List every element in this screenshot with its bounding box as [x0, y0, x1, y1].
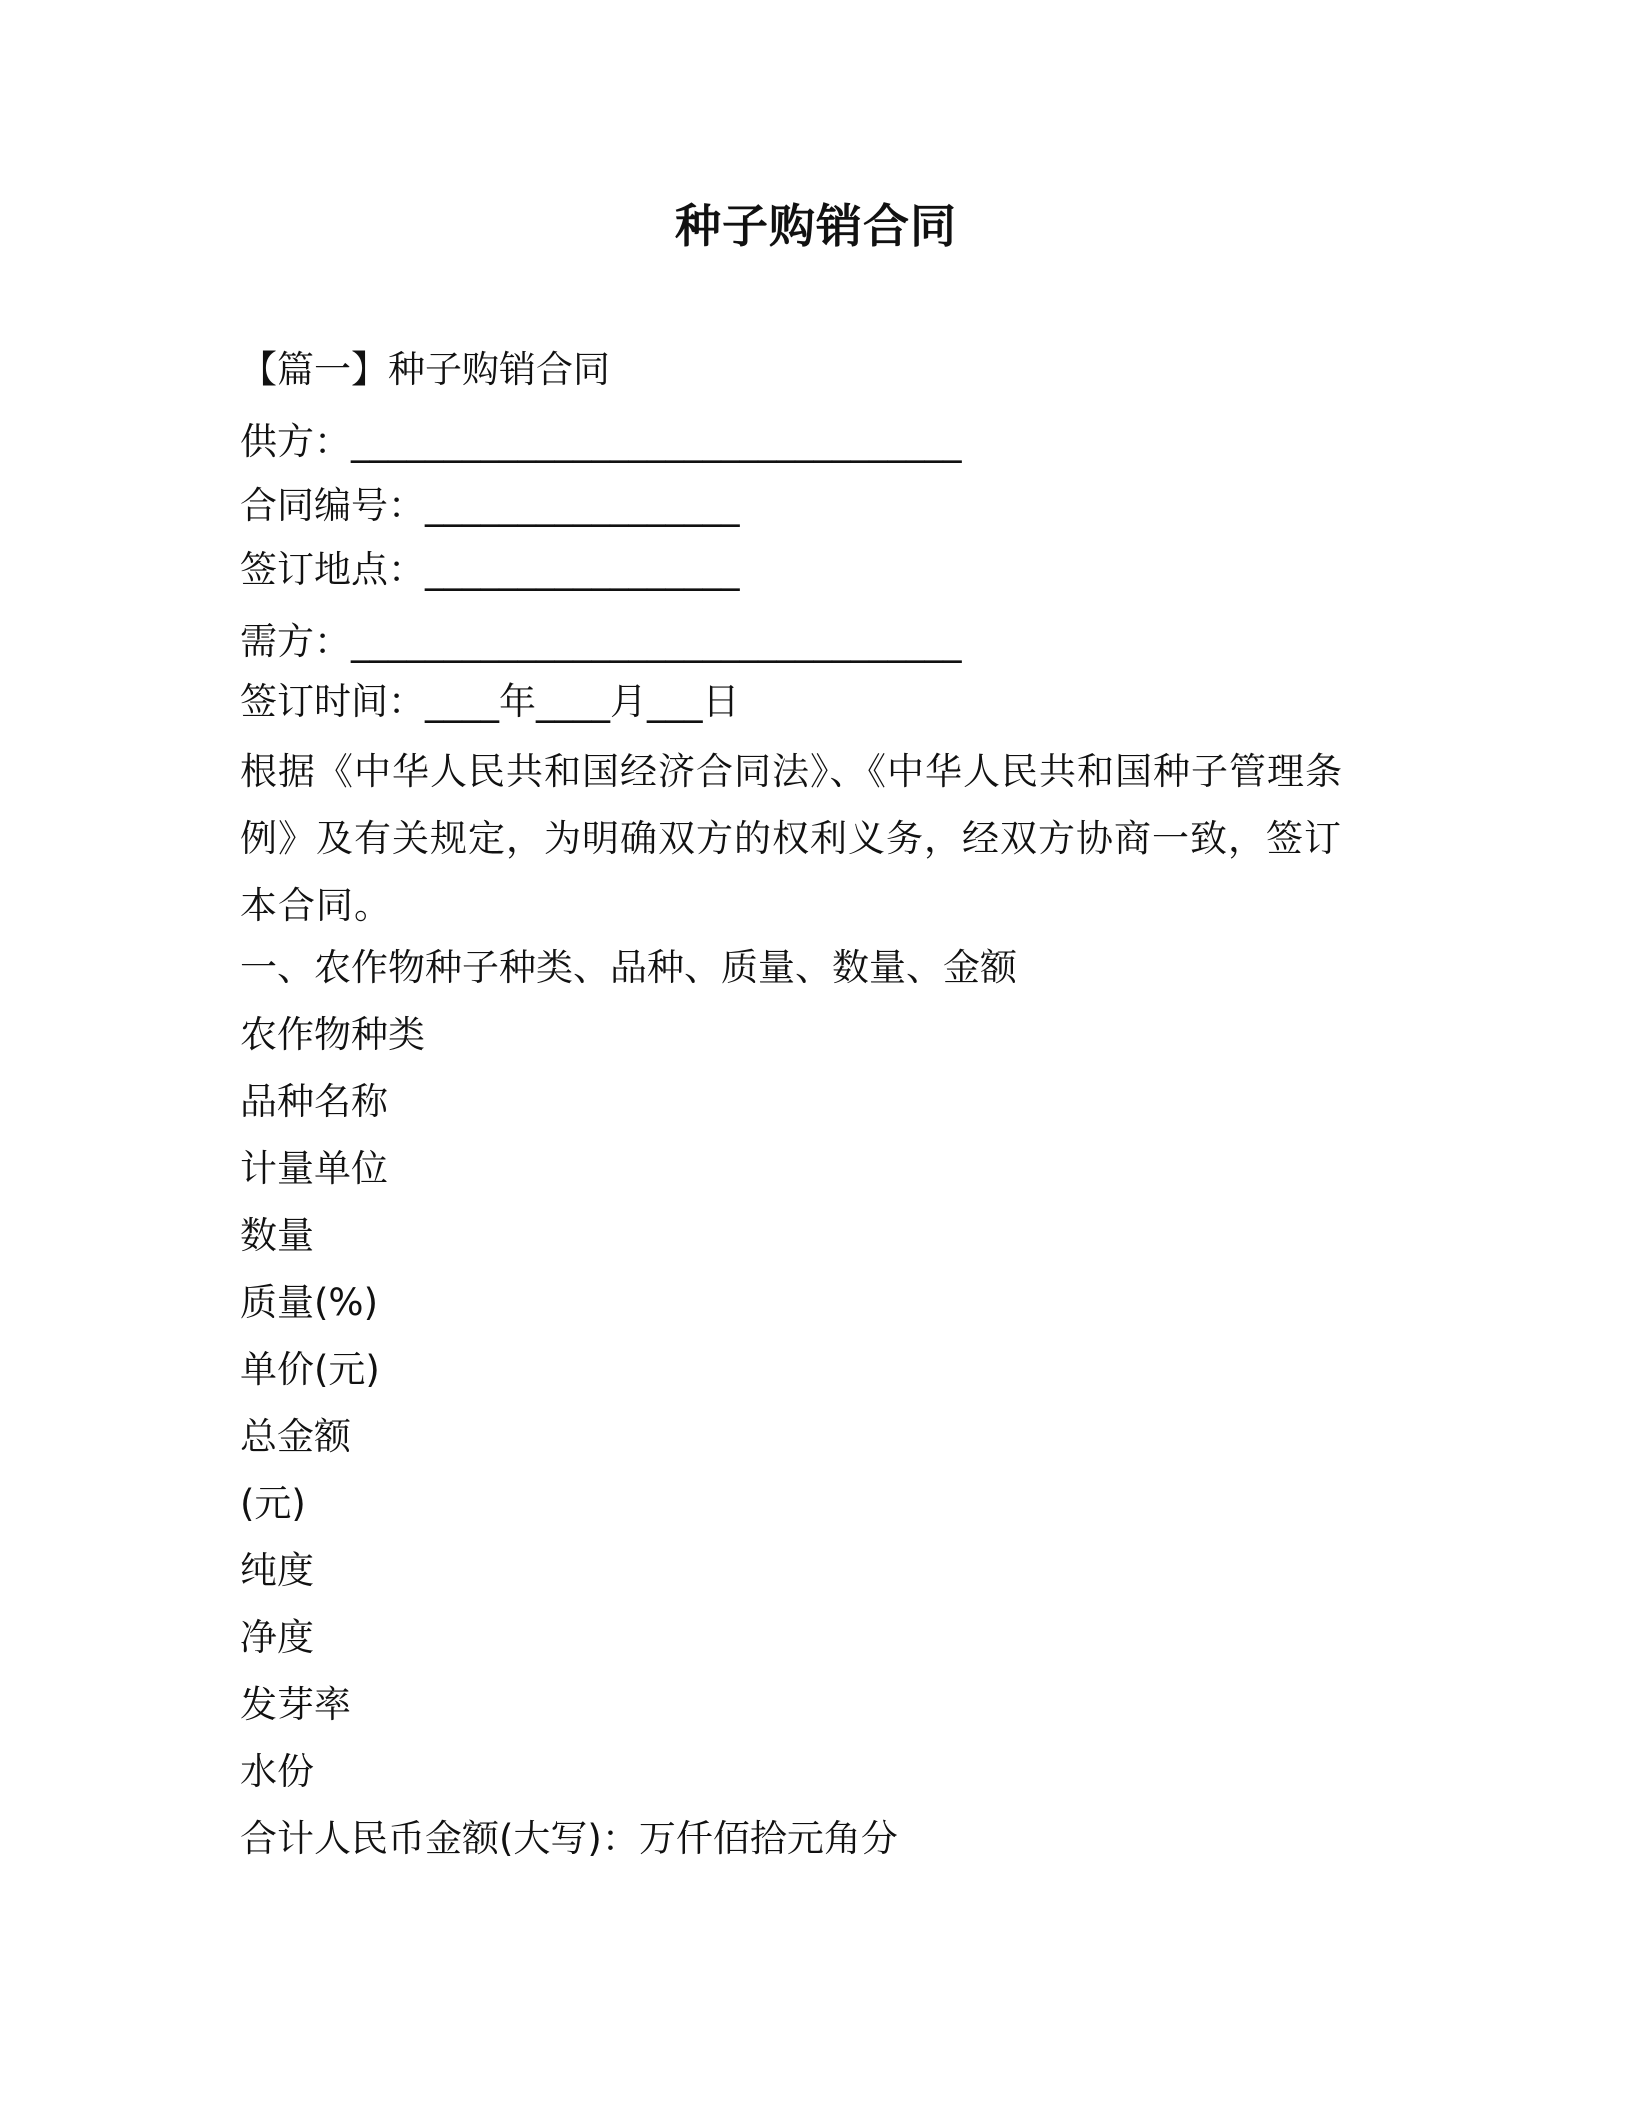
sign-place-field: 签订地点：_________________: [240, 548, 740, 591]
sign-date-field: 签订时间：____年____月___日: [240, 680, 740, 723]
intro-paragraph: 根据《中华人民共和国经济合同法》、《中华人民共和国种子管理条例》及有关规定，为明确双方的权利义务，经双方协商一致，签订本合同。: [240, 750, 1343, 927]
item-quantity: 数量: [240, 1214, 314, 1257]
document-title: 种子购销合同: [675, 199, 957, 253]
item-purity: 纯度: [240, 1549, 314, 1592]
contract-number-field: 合同编号：_________________: [240, 484, 740, 527]
item-variety-name: 品种名称: [240, 1080, 388, 1123]
item-germination-rate: 发芽率: [240, 1683, 351, 1726]
item-unit: 计量单位: [240, 1147, 388, 1190]
item-unit-price: 单价(元): [240, 1348, 380, 1391]
item-cleanliness: 净度: [240, 1616, 314, 1659]
item-crop-type: 农作物种类: [240, 1013, 425, 1056]
item-total-amount: 总金额: [240, 1415, 351, 1458]
supplier-field: 供方：_________________________________: [240, 420, 962, 463]
item-total-amount-unit: (元): [240, 1482, 306, 1525]
total-amount-line: 合计人民币金额(大写)：万仟佰拾元角分: [240, 1817, 898, 1860]
clause-1-heading: 一、农作物种子种类、品种、质量、数量、金额: [240, 946, 1017, 989]
buyer-field: 需方：_________________________________: [240, 620, 962, 663]
item-moisture: 水份: [240, 1750, 314, 1793]
item-quality: 质量(%): [240, 1281, 379, 1324]
section-heading: 【篇一】种子购销合同: [240, 348, 610, 391]
